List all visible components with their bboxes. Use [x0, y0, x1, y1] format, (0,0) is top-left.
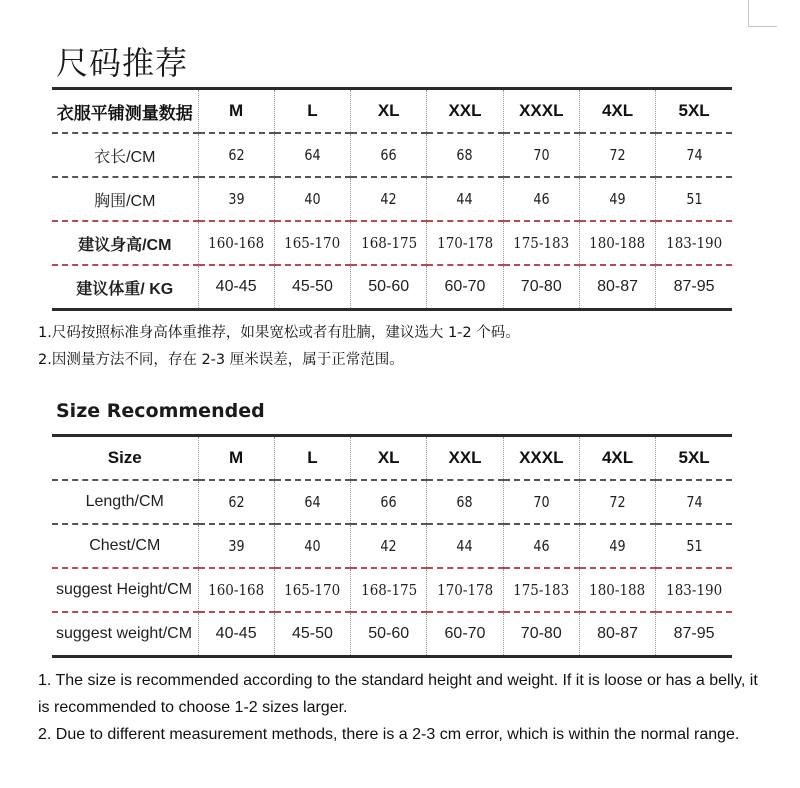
row-label: suggest weight/CM: [56, 625, 193, 642]
cell-value: 70: [533, 492, 550, 511]
cell-value: 40-45: [215, 278, 257, 295]
row-label: 建议身高/CM: [52, 221, 198, 265]
table-row-weight: [52, 265, 732, 310]
cell-value: 168-175: [360, 580, 417, 599]
cell-value: 40: [304, 189, 321, 208]
cell-value: 72: [609, 145, 626, 164]
cell-value: 80-87: [597, 625, 638, 642]
size-4xl: 4XL: [579, 436, 655, 481]
table-row-height: [52, 568, 732, 612]
page-corner-mark: [748, 0, 777, 27]
cell-value: 42: [380, 189, 397, 208]
cell-value: 175-183: [513, 580, 570, 599]
en-size-table: [52, 434, 732, 658]
size-l: L: [274, 436, 350, 481]
cell-value: 66: [380, 145, 397, 164]
row-label: Chest/CM: [52, 524, 198, 568]
cell-value: 49: [609, 536, 626, 555]
cn-size-table: [52, 87, 732, 311]
size-4xl: 4XL: [579, 89, 655, 134]
cell-value: 183-190: [666, 580, 723, 599]
cell-value: 50-60: [368, 625, 410, 642]
cell-value: 165-170: [284, 233, 341, 252]
header-label: 衣服平铺测量数据: [52, 89, 198, 134]
cell-value: 74: [685, 492, 703, 511]
cn-notes: [38, 320, 758, 374]
cell-value: 64: [304, 145, 321, 164]
cell-value: 62: [228, 145, 245, 164]
row-label: Length/CM: [52, 480, 198, 524]
header-label: Size: [52, 436, 198, 481]
cell-value: 46: [533, 189, 550, 208]
cn-section-title: 尺码推荐: [56, 44, 189, 82]
cell-value: 50-60: [368, 278, 410, 295]
cell-value: 180-188: [589, 580, 646, 599]
cell-value: 44: [456, 536, 474, 555]
table-row-height: [52, 221, 732, 265]
note-2: 2. Due to different measurement methods, there is a 2-3 cm error, which is within the normal range.: [38, 726, 740, 743]
table-row-chest: [52, 177, 732, 221]
cell-value: 70-80: [520, 278, 562, 295]
cell-value: 64: [304, 492, 321, 511]
row-label: suggest Height/CM: [52, 568, 198, 612]
cell-value: 39: [228, 189, 245, 208]
cell-value: 40-45: [215, 625, 257, 642]
table-header-row: [52, 89, 732, 134]
cell-value: 175-183: [513, 233, 570, 252]
size-5xl: 5XL: [656, 436, 732, 481]
cell-value: 74: [685, 145, 703, 164]
cell-value: 39: [228, 536, 245, 555]
size-xxl: XXL: [427, 436, 503, 481]
cell-value: 160-168: [208, 580, 265, 599]
cell-value: 87-95: [673, 625, 715, 642]
cell-value: 51: [685, 189, 703, 208]
cell-value: 60-70: [444, 278, 486, 295]
cell-value: 70: [533, 145, 550, 164]
size-l: L: [274, 89, 350, 134]
note-2: 2.因测量方法不同，存在 2-3 厘米误差，属于正常范围。: [38, 352, 404, 368]
cell-value: 46: [533, 536, 550, 555]
cell-value: 170-178: [436, 233, 494, 252]
cell-value: 160-168: [208, 233, 265, 252]
cell-value: 51: [685, 536, 703, 555]
cell-value: 68: [456, 492, 474, 511]
cell-value: 66: [380, 492, 397, 511]
table-header-row: [52, 436, 732, 481]
cell-value: 42: [380, 536, 397, 555]
cell-value: 70-80: [520, 625, 562, 642]
row-label: 衣长/CM: [52, 133, 198, 177]
cell-value: 49: [609, 189, 626, 208]
size-xxxl: XXXL: [503, 89, 579, 134]
cell-value: 72: [609, 492, 626, 511]
size-m: M: [198, 89, 274, 134]
cell-value: 44: [456, 189, 474, 208]
size-xl: XL: [351, 436, 427, 481]
size-xxl: XXL: [427, 89, 503, 134]
note-1: 1. The size is recommended according to the standard height and weight. If it is loose or has a belly, it is recommended to choose 1-2 sizes larger.: [38, 672, 758, 716]
size-xxxl: XXXL: [503, 436, 579, 481]
cell-value: 68: [456, 145, 474, 164]
cell-value: 80-87: [597, 278, 638, 295]
row-label: 建议体重/ KG: [76, 280, 174, 298]
table-row-length: [52, 480, 732, 524]
en-notes: [38, 667, 758, 748]
size-xl: XL: [351, 89, 427, 134]
cell-value: 168-175: [360, 233, 417, 252]
cell-value: 180-188: [589, 233, 646, 252]
cell-value: 45-50: [291, 278, 333, 295]
row-label: 胸围/CM: [52, 177, 198, 221]
cell-value: 62: [228, 492, 245, 511]
cell-value: 183-190: [666, 233, 723, 252]
cell-value: 60-70: [444, 625, 486, 642]
cell-value: 87-95: [673, 278, 715, 295]
cell-value: 40: [304, 536, 321, 555]
table-row-length: [52, 133, 732, 177]
size-m: M: [198, 436, 274, 481]
note-1: 1.尺码按照标准身高体重推荐，如果宽松或者有肚腩，建议选大 1-2 个码。: [38, 325, 520, 341]
table-row-weight: [52, 612, 732, 657]
table-row-chest: [52, 524, 732, 568]
cell-value: 170-178: [436, 580, 494, 599]
cell-value: 45-50: [291, 625, 333, 642]
size-5xl: 5XL: [656, 89, 732, 134]
en-section-title: Size Recommended: [56, 400, 265, 422]
cell-value: 165-170: [284, 580, 341, 599]
